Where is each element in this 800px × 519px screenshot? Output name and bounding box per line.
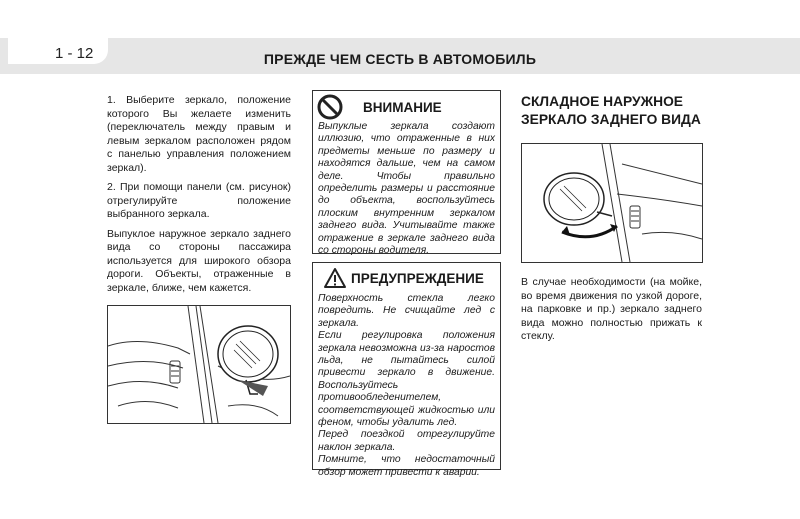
attention-title: ВНИМАНИЕ (363, 99, 442, 115)
chapter-title: ПРЕЖДЕ ЧЕМ СЕСТЬ В АВТОМОБИЛЬ (263, 51, 537, 67)
mirror-illustration-left (108, 306, 290, 423)
warning-paragraph-3: Перед поездкой отрегулируйте наклон зеркала. (318, 429, 495, 453)
no-sign-icon (317, 94, 343, 120)
page-number: 1 - 12 (55, 45, 94, 62)
instruction-step-2: 2. При помощи панели (см. рисунок) отрегулируйте положение выбранного зеркала. (107, 181, 291, 220)
instruction-step-1: 1. Выберите зеркало, положение которого Вы желаете изменить (переключатель между правым и левым зеркалом расположен рядом с панелью управления положением зеркал). (107, 94, 291, 174)
folding-mirror-heading: СКЛАДНОЕ НАРУЖНОЕ ЗЕРКАЛО ЗАДНЕГО ВИДА (521, 94, 701, 127)
convex-mirror-note: Выпуклое наружное зеркало заднего вида со стороны пассажира используется для широкого обзора дороги. Объекты, отраженные в зеркале, ближе, чем кажется. (107, 227, 291, 294)
folding-mirror-text: В случае необходимости (на мойке, во время движения по узкой дороге, на парковке и пр.) зеркало заднего вида можно полностью прижать к стеклу. (521, 276, 702, 342)
warning-text (318, 293, 495, 479)
left-column-text (107, 94, 291, 301)
warning-paragraph-1: Поверхность стекла легко повредить. Не счищайте лед с зеркала. (318, 293, 495, 329)
warning-paragraph-4: Помните, что недостаточный обзор может привести к аварии. (318, 454, 495, 478)
mirror-illustration-right (522, 144, 702, 262)
mirror-adjustment-figure (107, 305, 291, 424)
warning-paragraph-2: Если регулировка положения зеркала невозможна из-за наростов льда, не пытайтесь силой привести зеркало в движение. Воспользуйтесь противообледенителем, соответствующей жидкостью или феном, чтобы удалить лед. (318, 330, 495, 429)
attention-box (312, 90, 501, 257)
warning-box (312, 262, 501, 478)
folding-mirror-figure (521, 143, 703, 263)
warning-triangle-icon (323, 267, 347, 289)
attention-text: Выпуклые зеркала создают иллюзию, что отраженные в них предметы меньше по размеру и находятся дальше, чем на самом деле. Чтобы правильно определить размеры и расстояние до объекта, воспользуйтесь плоским внутренним зеркалом заднего вида. Учитывайте также отражение в зеркале заднего вида со стороны водителя. (318, 121, 495, 257)
warning-title: ПРЕДУПРЕЖДЕНИЕ (351, 270, 484, 286)
